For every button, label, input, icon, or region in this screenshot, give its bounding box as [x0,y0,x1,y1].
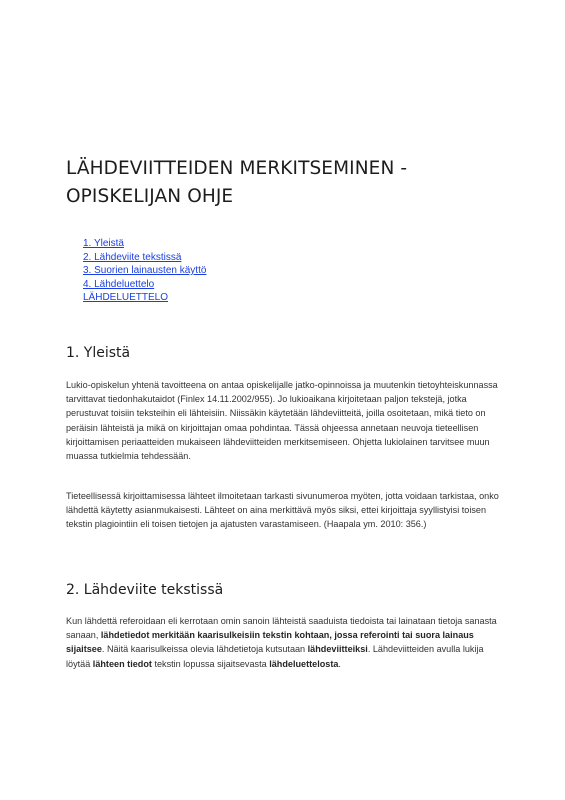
toc-item [83,251,206,265]
paragraph-text: tekstin lopussa sijaitsevasta [151,658,270,669]
toc-link-lahdeviite[interactable]: 2. Lähdeviite tekstissä [83,251,182,263]
emphasis-text: lähdeluettelosta [269,658,339,669]
paragraph-text: Kun lähdettä referoidaan eli kerrotaan omin sanoin lähteistä saaduista tiedoista tai lainataan tietoja sanasta sanaan, [66,616,497,641]
paragraph-yleista-1: Lukio-opiskelun yhtenä tavoitteena on antaa opiskelijalle jatko-opinnoissa ja muutenkin tietoyhteiskunnassa tarvittavat tiedonhakutaidot (Finlex 14.11.2002/955). Jo lukioaikana kirjoitetaan paljon tekstejä, jotka perustuvat toisiin teksteihin eli lähteisiin. Niissäkin käytetään lähdeviitteitä, joilla osoitetaan, mikä tieto on peräisin lähteistä ja mikä on kirjoittajan omaa pohdintaa. Tässä ohjeessa annetaan neuvoja tieteellisen kirjoittamisen periaatteiden mukaiseen lähdeviitteiden merkitsemiseen. Ohjetta lukiolainen tarvitsee muun muassa tutkielmia tehdessään. [66,380,498,462]
section-heading-lahdeviite: 2. Lähdeviite tekstissä [66,582,224,598]
toc-item [83,237,206,251]
section-heading-yleista: 1. Yleistä [66,345,131,361]
paragraph-text: . Näitä kaarisulkeissa olevia lähdetietoja kutsutaan [101,644,308,655]
page-title: LÄHDEVIITTEIDEN MERKITSEMINEN - OPISKELIJAN OHJE [66,158,408,207]
emphasis-text: lähdetiedot merkitään kaarisulkeisiin tekstin kohtaan, jossa referointi tai suora lainaus sijaitsee [66,630,474,655]
paragraph-text: . Lähdeviitteiden avulla lukija löytää [66,644,484,669]
toc-link-lahdeluettelo[interactable]: 4. Lähdeluettelo [83,278,155,290]
toc-link-lahdeluettelo-upper[interactable]: LÄHDELUETTELO [83,292,169,304]
toc-link-yleista[interactable]: 1. Yleistä [83,238,124,249]
toc-item [83,278,206,292]
toc-link-suorat-lainaukset[interactable]: 3. Suorien lainausten käyttö [83,265,207,277]
toc-item [83,264,206,278]
table-of-contents [83,237,206,305]
emphasis-text: lähdeviitteiksi [307,644,368,655]
paragraph-yleista-2: Tieteellisessä kirjoittamisessa lähteet ilmoitetaan tarkasti sivunumeroa myöten, jotta voidaan tarkistaa, onko lähdettä käytetty asianmukaisesti. Lähteet on aina merkittävä myös siksi, ettei kirjoittaja syyllistyisi toisen tekstin plagiointiin eli toisen tietojen ja ajatusten varastamiseen. (Haapala ym. 2010: 356.) [66,491,499,530]
paragraph-text: . [338,658,341,669]
toc-item [83,291,206,305]
paragraph-lahdeviite-1 [66,614,506,671]
emphasis-text: lähteen tiedot [92,658,152,669]
